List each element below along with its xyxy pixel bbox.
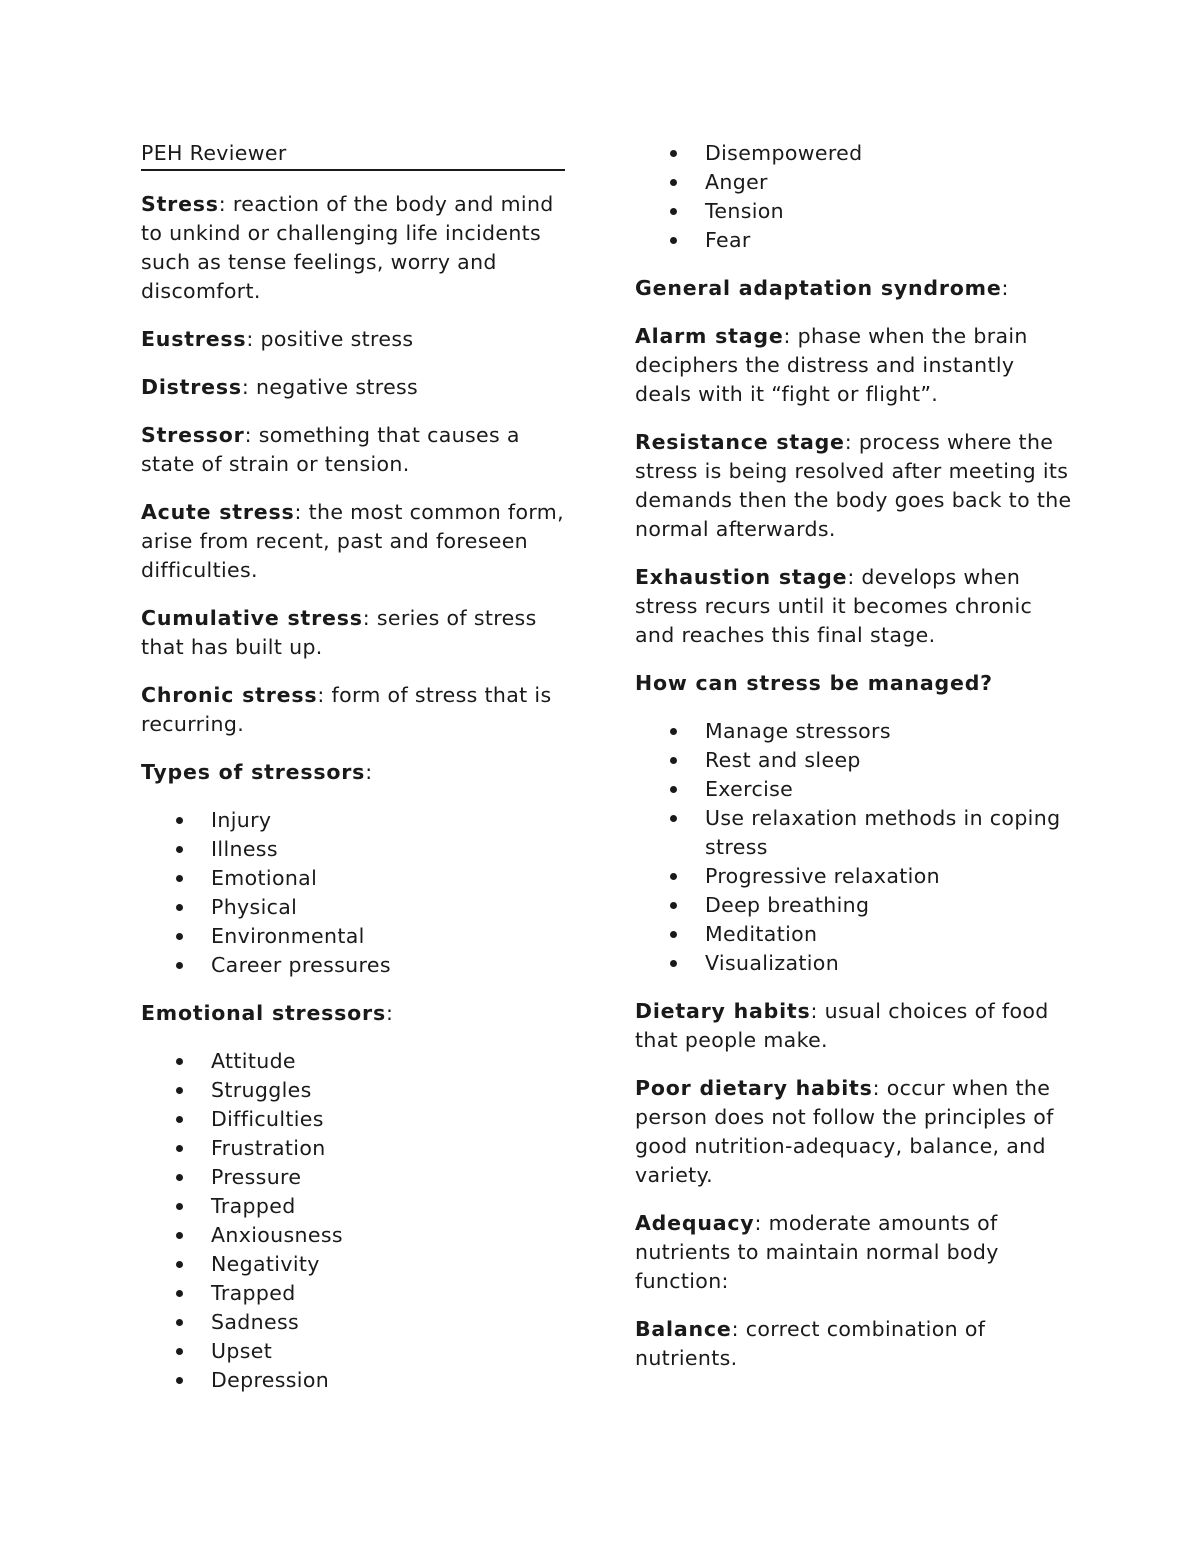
definition: : [365, 760, 373, 784]
stress-management-list [635, 717, 1075, 978]
entry-adequacy [635, 1209, 1075, 1296]
list-item: Exercise [705, 775, 1075, 804]
list-item: Attitude [211, 1047, 571, 1076]
term: Eustress [141, 327, 247, 351]
definition: : series of stress that has built up. [141, 606, 537, 659]
definition: : correct combination of nutrients. [635, 1317, 986, 1370]
list-item: Fear [705, 226, 1075, 255]
definition: : reaction of the body and mind to unkind or challenging life incidents such as tense feelings, worry and discomfort. [141, 192, 554, 303]
entry-distress [141, 373, 571, 402]
term: Chronic stress [141, 683, 318, 707]
types-of-stressors-list [141, 806, 571, 980]
entry-acute-stress [141, 498, 571, 585]
list-item: Use relaxation methods in coping stress [705, 804, 1075, 862]
entry-stressor [141, 421, 571, 479]
entry-resistance-stage [635, 428, 1075, 544]
definition: : process where the stress is being resolved after meeting its demands then the body goes back to the normal afterwards. [635, 430, 1072, 541]
term: Balance [635, 1317, 732, 1341]
definition: : usual choices of food that people make. [635, 999, 1049, 1052]
list-item: Upset [211, 1337, 571, 1366]
term: General adaptation syndrome [635, 276, 1002, 300]
list-item: Deep breathing [705, 891, 1075, 920]
heading-general-adaptation-syndrome [635, 274, 1075, 303]
entry-chronic-stress [141, 681, 571, 739]
definition: : occur when the person does not follow the principles of good nutrition-adequacy, balance, and variety. [635, 1076, 1054, 1187]
definition: : something that causes a state of strain or tension. [141, 423, 520, 476]
list-item: Anxiousness [211, 1221, 571, 1250]
right-column [635, 139, 1075, 1392]
list-item: Frustration [211, 1134, 571, 1163]
left-column [141, 139, 571, 1414]
term: How can stress be managed? [635, 671, 993, 695]
list-item: Emotional [211, 864, 571, 893]
definition: : form of stress that is recurring. [141, 683, 552, 736]
entry-eustress [141, 325, 571, 354]
list-item: Disempowered [705, 139, 1075, 168]
term: Adequacy [635, 1211, 755, 1235]
emotional-stressors-list-continued [635, 139, 1075, 255]
entry-cumulative-stress [141, 604, 571, 662]
term: Types of stressors [141, 760, 366, 784]
term: Resistance stage [635, 430, 845, 454]
term: Cumulative stress [141, 606, 363, 630]
term: Acute stress [141, 500, 295, 524]
entry-stress [141, 190, 571, 306]
definition: : [385, 1001, 394, 1025]
entry-dietary-habits [635, 997, 1075, 1055]
emotional-stressors-list [141, 1047, 571, 1395]
heading-types-of-stressors [141, 758, 571, 787]
list-item: Progressive relaxation [705, 862, 1075, 891]
entry-alarm-stage [635, 322, 1075, 409]
list-item: Physical [211, 893, 571, 922]
list-item: Illness [211, 835, 571, 864]
list-item: Sadness [211, 1308, 571, 1337]
term: Emotional stressors [141, 1001, 386, 1025]
term: Exhaustion stage [635, 565, 848, 589]
definition: : moderate amounts of nutrients to maintain normal body function: [635, 1211, 999, 1293]
definition: : positive stress [246, 327, 414, 351]
list-item: Career pressures [211, 951, 571, 980]
list-item: Negativity [211, 1250, 571, 1279]
definition: : negative stress [241, 375, 419, 399]
definition: : [1001, 276, 1009, 300]
list-item: Anger [705, 168, 1075, 197]
list-item: Trapped [211, 1279, 571, 1308]
term: Alarm stage [635, 324, 784, 348]
list-item: Depression [211, 1366, 571, 1395]
list-item: Tension [705, 197, 1075, 226]
entry-exhaustion-stage [635, 563, 1075, 650]
definition: : develops when stress recurs until it becomes chronic and reaches this final stage. [635, 565, 1033, 647]
entry-poor-dietary-habits [635, 1074, 1075, 1190]
term: Dietary habits [635, 999, 811, 1023]
list-item: Meditation [705, 920, 1075, 949]
term: Distress [141, 375, 242, 399]
list-item: Visualization [705, 949, 1075, 978]
list-item: Manage stressors [705, 717, 1075, 746]
term: Stressor [141, 423, 245, 447]
list-item: Injury [211, 806, 571, 835]
list-item: Trapped [211, 1192, 571, 1221]
list-item: Environmental [211, 922, 571, 951]
heading-emotional-stressors [141, 999, 571, 1028]
list-item: Pressure [211, 1163, 571, 1192]
entry-balance [635, 1315, 1075, 1373]
term: Poor dietary habits [635, 1076, 873, 1100]
list-item: Struggles [211, 1076, 571, 1105]
list-item: Rest and sleep [705, 746, 1075, 775]
definition: : the most common form, arise from recent, past and foreseen difficulties. [141, 500, 564, 582]
list-item: Difficulties [211, 1105, 571, 1134]
heading-stress-management [635, 669, 1075, 698]
term: Stress [141, 192, 219, 216]
definition: : phase when the brain deciphers the distress and instantly deals with it “fight or flight”. [635, 324, 1028, 406]
document-title: PEH Reviewer [141, 139, 565, 171]
